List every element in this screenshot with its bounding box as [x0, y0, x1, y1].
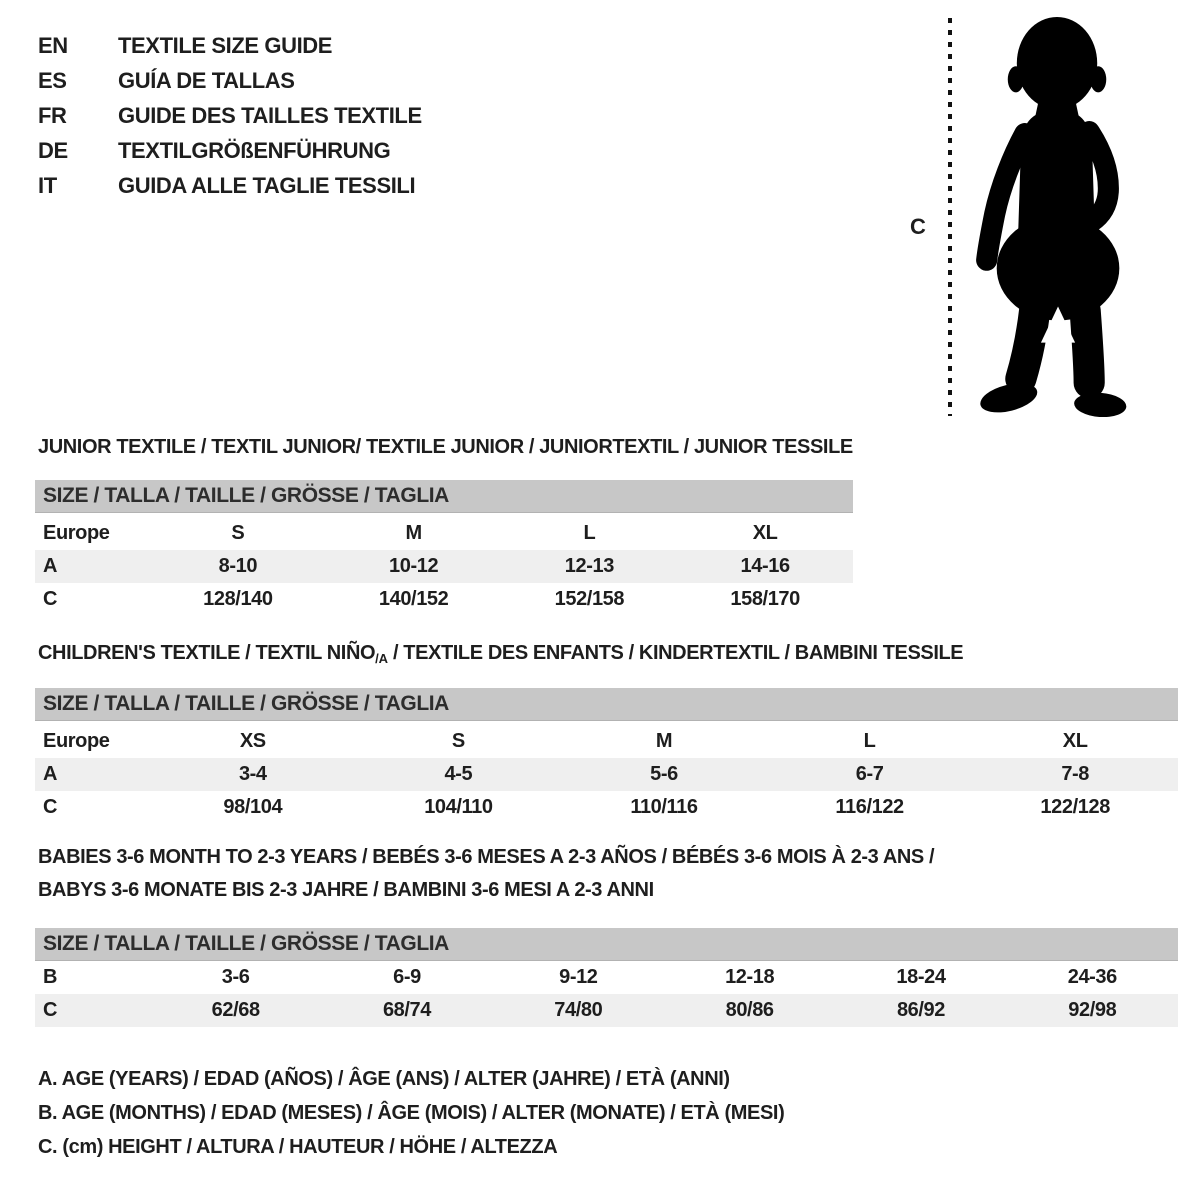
row-label: Europe [43, 522, 110, 544]
language-title: GUÍA DE TALLAS [118, 67, 295, 93]
language-title: TEXTILGRÖßENFÜHRUNG [118, 137, 391, 163]
height-cell: 104/110 [424, 796, 493, 818]
size-cell: M [655, 730, 673, 752]
height-cell: 152/158 [554, 588, 625, 610]
size-cell: XL [752, 522, 778, 544]
table-row-europe [35, 725, 1178, 758]
size-cell: L [863, 730, 876, 752]
height-cell: 86/92 [896, 999, 945, 1021]
babies-size-table [35, 928, 1178, 1027]
junior-section-title: JUNIOR TEXTILE / TEXTIL JUNIOR/ TEXTILE JUNIOR / JUNIORTEXTIL / JUNIOR TESSILE [38, 436, 853, 458]
height-cell: 80/86 [725, 999, 774, 1021]
size-cell: L [583, 522, 596, 544]
children-section-title [38, 642, 963, 666]
table-row-age-years [35, 758, 1178, 791]
language-row-es [38, 63, 422, 98]
age-cell: 12-13 [564, 555, 614, 577]
toddler-silhouette-icon [968, 15, 1140, 417]
age-cell: 10-12 [389, 555, 439, 577]
age-cell: 3-4 [238, 763, 267, 785]
table-row-age-months [35, 961, 1178, 994]
language-row-fr [38, 98, 422, 133]
language-code: FR [38, 102, 67, 128]
language-row-en [38, 28, 422, 63]
size-header-text: SIZE / TALLA / TAILLE / GRÖSSE / TAGLIA [43, 484, 449, 507]
row-label: B [43, 966, 58, 988]
age-cell: 5-6 [650, 763, 678, 785]
height-cell: 140/152 [378, 588, 449, 610]
size-header-text: SIZE / TALLA / TAILLE / GRÖSSE / TAGLIA [43, 692, 449, 715]
size-cell: S [451, 730, 465, 752]
height-cell: 74/80 [554, 999, 603, 1021]
row-label: Europe [43, 730, 110, 752]
row-label: C [43, 999, 58, 1021]
height-measure-figure [890, 0, 1160, 430]
children-title-pre: CHILDREN'S TEXTILE / TEXTIL NIÑO [38, 642, 376, 664]
children-title-post: / TEXTILE DES ENFANTS / KINDERTEXTIL / BAMBINI TESSILE [387, 642, 964, 664]
language-code: EN [38, 32, 68, 58]
height-cell: 116/122 [835, 796, 904, 818]
height-cell: 98/104 [223, 796, 283, 818]
row-label: A [43, 763, 58, 785]
size-header-text: SIZE / TALLA / TAILLE / GRÖSSE / TAGLIA [43, 932, 449, 955]
size-cell: XS [239, 730, 266, 752]
legend-age-years: A. AGE (YEARS) / EDAD (AÑOS) / ÂGE (ANS) / ALTER (JAHRE) / ETÀ (ANNI) [38, 1067, 730, 1090]
row-label: C [43, 796, 58, 818]
table-row-height-cm [35, 583, 853, 616]
height-cell: 122/128 [1040, 796, 1110, 818]
children-size-table [35, 688, 1178, 824]
language-title: GUIDE DES TAILLES TEXTILE [118, 102, 422, 128]
age-cell: 18-24 [896, 966, 946, 988]
size-cell: XL [1062, 730, 1088, 752]
height-cell: 62/68 [211, 999, 260, 1021]
language-code: ES [38, 67, 67, 93]
age-cell: 7-8 [1061, 763, 1090, 785]
language-title: GUIDA ALLE TAGLIE TESSILI [118, 172, 416, 198]
legend [38, 1062, 784, 1164]
height-cell: 110/116 [630, 796, 698, 818]
size-header-band [35, 928, 1178, 961]
size-cell: M [405, 522, 422, 544]
age-cell: 9-12 [559, 966, 598, 988]
junior-size-table [35, 480, 853, 616]
measure-c-label: C [910, 214, 926, 239]
age-cell: 3-6 [221, 966, 250, 988]
language-row-de [38, 133, 422, 168]
language-title: TEXTILE SIZE GUIDE [118, 32, 333, 58]
legend-age-months: B. AGE (MONTHS) / EDAD (MESES) / ÂGE (MOIS) / ALTER (MONATE) / ETÀ (MESI) [38, 1101, 785, 1124]
size-header-band [35, 688, 1178, 721]
size-header-band [35, 480, 853, 513]
dashed-measure-line [947, 18, 953, 416]
height-cell: 68/74 [382, 999, 432, 1021]
language-code: IT [38, 172, 57, 198]
babies-section-title-line2: BABYS 3-6 MONATE BIS 2-3 JAHRE / BAMBINI 3-6 MESI A 2-3 ANNI [38, 879, 654, 901]
legend-height-cm: C. (cm) HEIGHT / ALTURA / HAUTEUR / HÖHE / ALTEZZA [38, 1135, 558, 1158]
age-cell: 6-7 [855, 763, 884, 785]
language-row-it [38, 168, 422, 203]
age-cell: 14-16 [740, 555, 790, 577]
age-cell: 6-9 [393, 966, 421, 988]
row-label: A [43, 555, 58, 577]
table-row-height-cm [35, 994, 1178, 1027]
height-cell: 92/98 [1068, 999, 1117, 1021]
age-cell: 24-36 [1067, 966, 1117, 988]
table-row-europe [35, 517, 853, 550]
children-title-sub: /A [375, 651, 388, 666]
height-cell: 128/140 [203, 588, 273, 610]
height-cell: 158/170 [730, 588, 800, 610]
language-list [38, 28, 422, 203]
row-label: C [43, 588, 58, 610]
age-cell: 8-10 [218, 555, 258, 577]
babies-section-title-line1: BABIES 3-6 MONTH TO 2-3 YEARS / BEBÉS 3-6 MESES A 2-3 AÑOS / BÉBÉS 3-6 MOIS À 2-3 ANS / [38, 846, 935, 868]
table-row-age-years [35, 550, 853, 583]
size-cell: S [231, 522, 245, 544]
age-cell: 12-18 [725, 966, 775, 988]
language-code: DE [38, 137, 68, 163]
table-row-height-cm [35, 791, 1178, 824]
age-cell: 4-5 [444, 763, 473, 785]
